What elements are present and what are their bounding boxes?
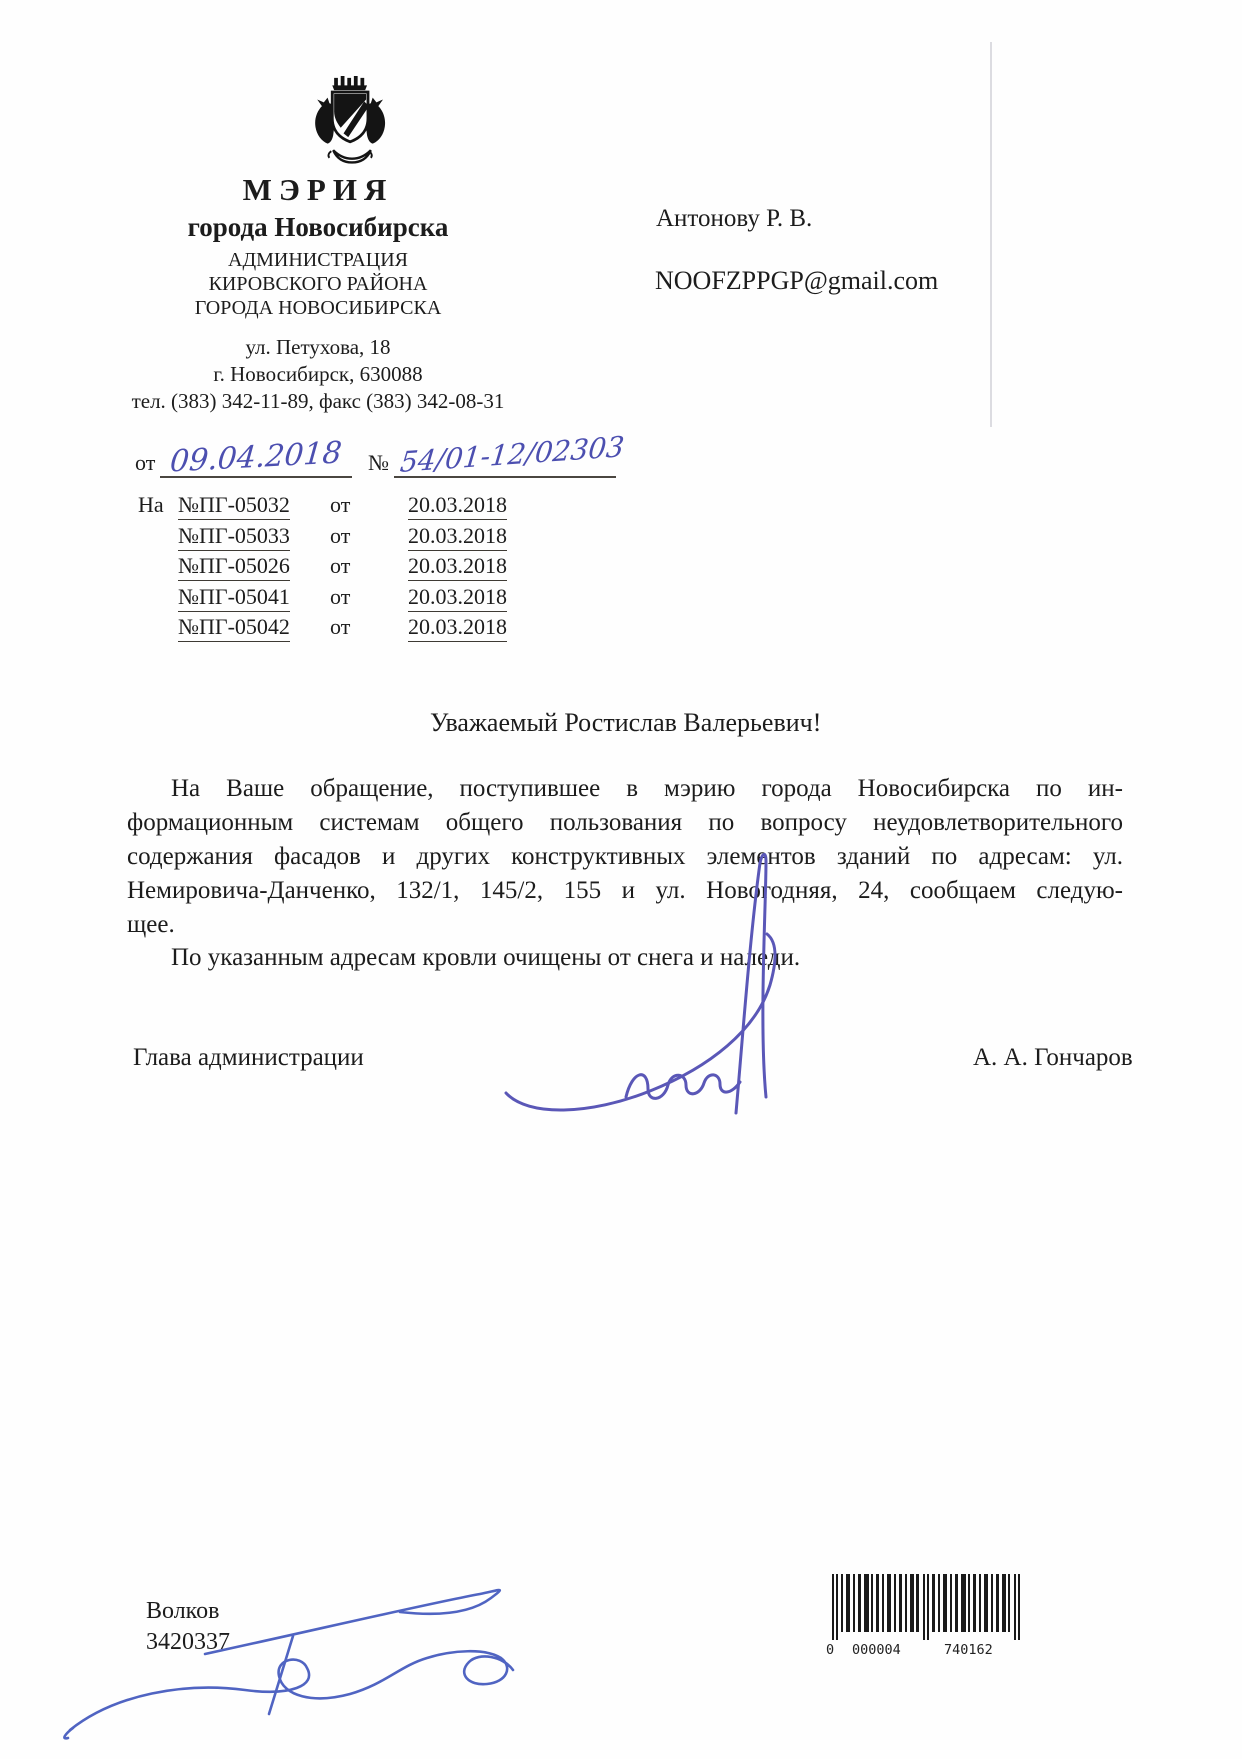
- body-line: щее.: [127, 911, 175, 938]
- body-line: Немировича-Данченко, 132/1, 145/2, 155 и ул. Новогодняя, 24, сообщаем следую-: [127, 877, 1123, 904]
- outgoing-number-rule: [394, 476, 616, 478]
- recipient-name: Антонову Р. В.: [656, 205, 813, 232]
- reference-from-word: от: [330, 492, 351, 517]
- outgoing-date-rule: [160, 476, 352, 478]
- org-address-city: г. Новосибирск, 630088: [213, 362, 423, 386]
- reference-row: [138, 492, 544, 523]
- outgoing-number-handwritten: 54/01-12/02303: [398, 430, 626, 479]
- references-block: [138, 492, 544, 645]
- tracking-barcode: [826, 1574, 1028, 1660]
- org-name-line2: города Новосибирска: [187, 212, 449, 242]
- reference-prefix: На: [138, 492, 164, 517]
- body-line: содержания фасадов и других конструктивных элементов зданий по адресам: ул.: [127, 843, 1123, 870]
- reference-row: [138, 584, 544, 615]
- reference-date: 20.03.2018: [408, 584, 507, 612]
- reference-date: 20.03.2018: [408, 492, 507, 520]
- barcode-digits-group1: 000004: [852, 1642, 901, 1658]
- org-address-street: ул. Петухова, 18: [245, 335, 391, 359]
- reference-date: 20.03.2018: [408, 523, 507, 551]
- reference-row: [138, 614, 544, 645]
- reference-from-word: от: [330, 614, 351, 639]
- body-line: формационным системам общего пользования по вопросу неудовлетворительного: [127, 809, 1123, 836]
- reference-from-word: от: [330, 553, 351, 578]
- org-address-phone: тел. (383) 342-11-89, факс (383) 342-08-31: [131, 389, 505, 413]
- reference-date: 20.03.2018: [408, 553, 507, 581]
- letterhead-org-block: [118, 172, 518, 415]
- org-sub-line3: ГОРОДА НОВОСИБИРСКА: [194, 297, 442, 319]
- signer-signature-ink: [498, 845, 798, 1120]
- outgoing-date-handwritten: 09.04.2018: [168, 435, 344, 480]
- org-sub-line1: АДМИНИСТРАЦИЯ: [228, 249, 408, 271]
- signer-position-title: Глава администрации: [133, 1044, 364, 1071]
- reference-number: №ПГ-05032: [178, 492, 290, 520]
- reference-number: №ПГ-05026: [178, 553, 290, 581]
- reference-row: [138, 523, 544, 554]
- reference-row: [138, 553, 544, 584]
- outgoing-date-prefix: от: [135, 450, 156, 475]
- novosibirsk-emblem-icon: [305, 76, 399, 170]
- reference-date: 20.03.2018: [408, 614, 507, 642]
- signer-name: А. А. Гончаров: [973, 1044, 1133, 1071]
- reference-number: №ПГ-05042: [178, 614, 290, 642]
- salutation: Уважаемый Ростислав Валерьевич!: [430, 708, 822, 737]
- executor-signature-ink: [55, 1582, 535, 1757]
- reference-number: №ПГ-05041: [178, 584, 290, 612]
- outgoing-number-prefix: №: [368, 450, 389, 475]
- body-line: На Ваше обращение, поступившее в мэрию города Новосибирска по ин-: [171, 775, 1123, 802]
- org-sub-line2: КИРОВСКОГО РАЙОНА: [208, 273, 428, 295]
- scan-artifact-line: [990, 42, 992, 427]
- barcode-digit-left: 0: [826, 1642, 835, 1658]
- reference-number: №ПГ-05033: [178, 523, 290, 551]
- recipient-email: NOOFZPPGP@gmail.com: [655, 266, 939, 295]
- body-paragraph-2: По указанным адресам кровли очищены от снега и наледи.: [171, 944, 801, 971]
- executor-phone: 3420337: [146, 1629, 230, 1655]
- reference-from-word: от: [330, 522, 351, 548]
- barcode-digits-group2: 740162: [944, 1642, 993, 1658]
- org-name-line1: МЭРИЯ: [242, 172, 394, 207]
- reference-from-word: от: [330, 583, 351, 609]
- executor-name: Волков: [146, 1598, 220, 1624]
